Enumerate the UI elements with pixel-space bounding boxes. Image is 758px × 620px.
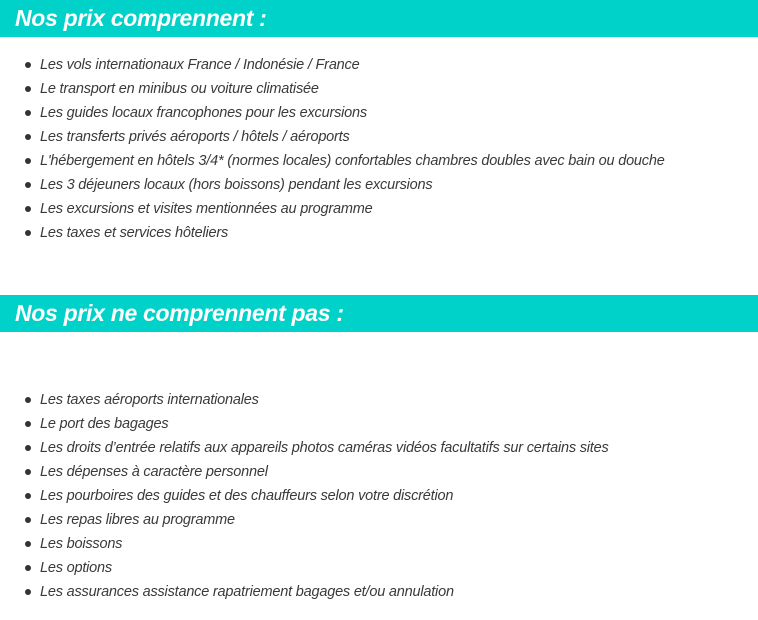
included-section-title: Nos prix comprennent : [15,5,267,31]
list-item-text: Les taxes aéroports internationales [40,392,259,408]
list-item-text: Les boissons [40,536,123,552]
list-item-text: Les excursions et visites mentionnées au programme [40,201,373,217]
list-item [0,101,758,125]
list-item [0,173,758,197]
list-item [0,484,758,508]
list-item-text: Les options [40,560,112,576]
list-item [0,580,758,604]
bullet-icon [25,493,31,499]
bullet-icon [25,206,31,212]
bullet-icon [25,62,31,68]
bullet-icon [25,517,31,523]
list-item-text: Les droits d’entrée relatifs aux appareils photos caméras vidéos facultatifs sur certains sites [40,440,609,456]
list-item [0,532,758,556]
bullet-icon [25,182,31,188]
bullet-icon [25,397,31,403]
list-item-text: Les dépenses à caractère personnel [40,464,268,480]
bullet-icon [25,469,31,475]
list-item [0,412,758,436]
excluded-section-header [0,295,758,332]
list-item-text: L'hébergement en hôtels 3/4* (normes locales) confortables chambres doubles avec bain ou douche [40,153,665,169]
list-item-text: Les transferts privés aéroports / hôtels / aéroports [40,129,350,145]
bullet-icon [25,86,31,92]
list-item [0,460,758,484]
bullet-icon [25,541,31,547]
list-item-text: Les assurances assistance rapatriement bagages et/ou annulation [40,584,454,600]
list-item-text: Les repas libres au programme [40,512,235,528]
list-item [0,149,758,173]
list-item-text: Les 3 déjeuners locaux (hors boissons) pendant les excursions [40,177,433,193]
bullet-icon [25,421,31,427]
excluded-list [0,388,758,604]
bullet-icon [25,230,31,236]
list-item [0,53,758,77]
list-item-text: Les pourboires des guides et des chauffeurs selon votre discrétion [40,488,454,504]
list-item [0,221,758,245]
list-item-text: Les vols internationaux France / Indonésie / France [40,57,360,73]
bullet-icon [25,158,31,164]
included-list [0,53,758,245]
bullet-icon [25,565,31,571]
list-item [0,556,758,580]
bullet-icon [25,445,31,451]
list-item [0,508,758,532]
list-item-text: Le transport en minibus ou voiture climatisée [40,81,319,97]
list-item [0,125,758,149]
list-item [0,436,758,460]
list-item-text: Le port des bagages [40,416,169,432]
list-item [0,388,758,412]
list-item-text: Les guides locaux francophones pour les excursions [40,105,367,121]
bullet-icon [25,589,31,595]
bullet-icon [25,110,31,116]
included-section-header [0,0,758,37]
list-item [0,77,758,101]
list-item-text: Les taxes et services hôteliers [40,225,229,241]
list-item [0,197,758,221]
bullet-icon [25,134,31,140]
excluded-section-title: Nos prix ne comprennent pas : [15,300,344,326]
